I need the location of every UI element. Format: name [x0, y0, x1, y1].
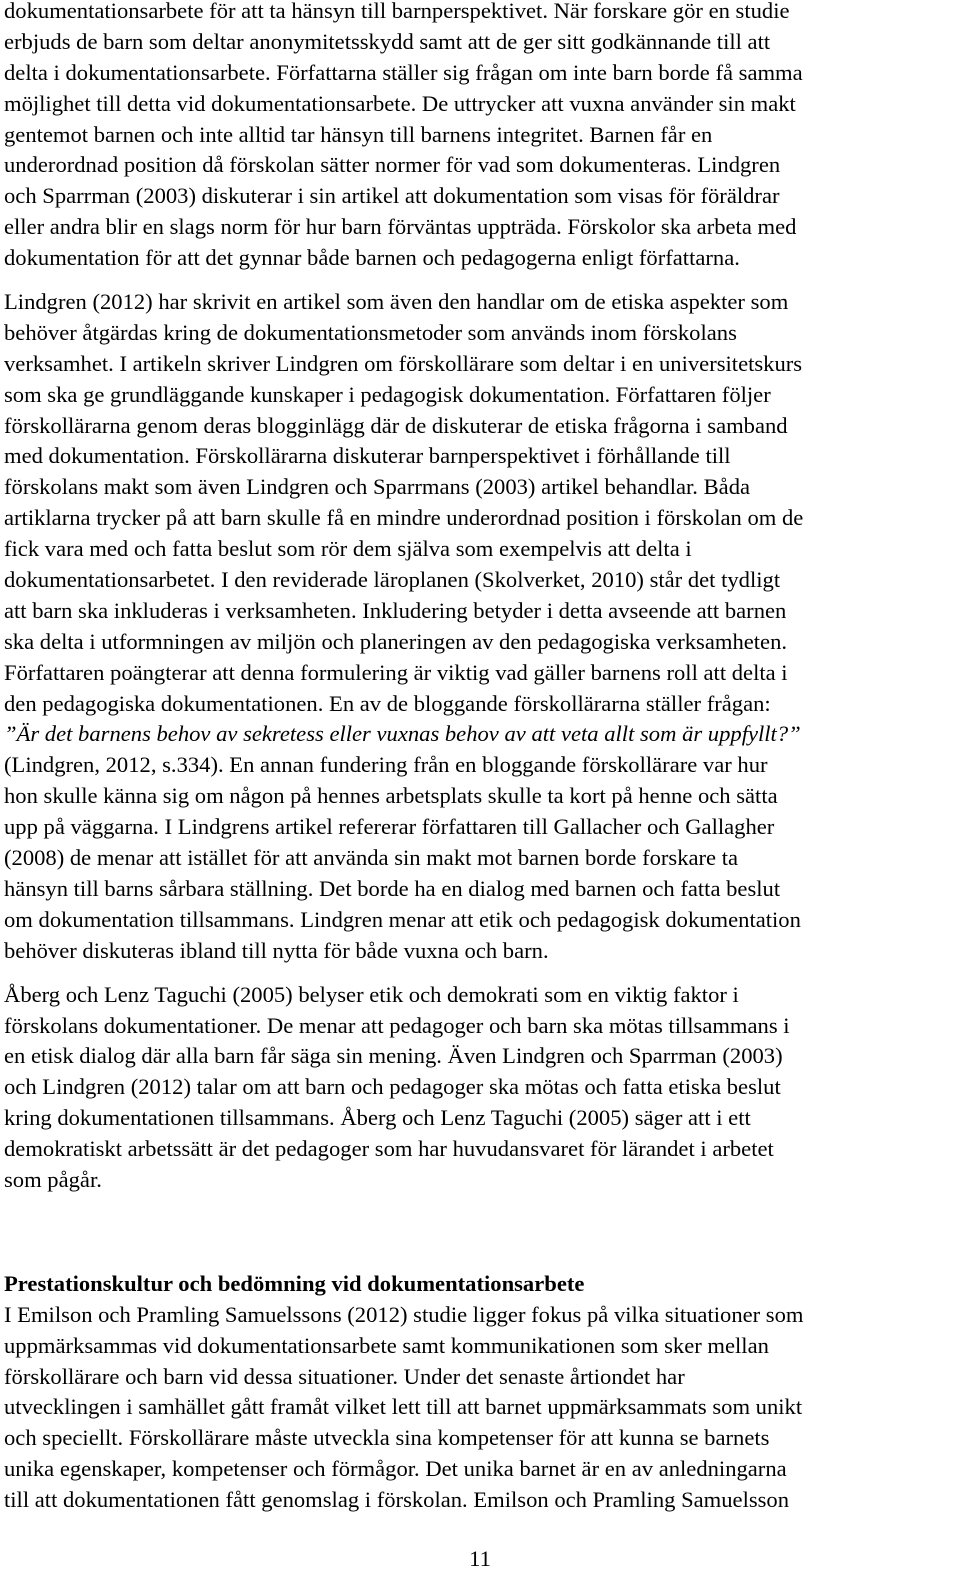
section-heading: Prestationskultur och bedömning vid dokumentationsarbete	[4, 1270, 585, 1296]
text-line: gentemot barnen och inte alltid tar hänsyn till barnens integritet. Barnen får en	[4, 121, 713, 147]
text-line: utvecklingen i samhället gått framåt vilket lett till att barnet uppmärksammats som unikt	[4, 1394, 803, 1420]
text-line: (Lindgren, 2012, s.334). En annan fundering från en bloggande förskollärare var hur	[4, 752, 768, 778]
text-line: en etisk dialog där alla barn får säga sin mening. Även Lindgren och Sparrman (2003)	[4, 1043, 783, 1069]
paragraph-2	[4, 287, 954, 967]
text-line: förskollärarna genom deras blogginlägg där de diskuterar de etiska frågorna i samband	[4, 412, 788, 438]
text-line: delta i dokumentationsarbete. Författarna ställer sig frågan om inte barn borde få samma	[4, 59, 803, 85]
text-line: och Sparrman (2003) diskuterar i sin artikel att dokumentation som visas för föräldrar	[4, 183, 780, 209]
text-line: unika egenskaper, kompetenser och förmågor. Det unika barnet är en av anledningarna	[4, 1456, 787, 1482]
text-line: underordnad position då förskolan sätter normer för vad som dokumenteras. Lindgren	[4, 152, 781, 178]
text-line: förskolans makt som även Lindgren och Sparrmans (2003) artikel behandlar. Båda	[4, 474, 751, 500]
text-line: Lindgren (2012) har skrivit en artikel som även den handlar om de etiska aspekter som	[4, 289, 789, 315]
text-line: ska delta i utformningen av miljön och planeringen av den pedagogiska verksamheten.	[4, 628, 788, 654]
text-line: uppmärksammas vid dokumentationsarbete samt kommunikationen som sker mellan	[4, 1332, 769, 1358]
text-line: Författaren poängterar att denna formulering är viktig vad gäller barnens roll att delta i	[4, 659, 788, 685]
paragraph-1	[4, 0, 954, 274]
text-line: behöver åtgärdas kring de dokumentationsmetoder som används inom förskolans	[4, 319, 737, 345]
block-quote: ”Är det barnens behov av sekretess eller vuxnas behov av att veta allt som är uppfyllt?”	[4, 721, 801, 747]
text-line: som pågår.	[4, 1166, 102, 1192]
text-line: dokumentationsarbetet. I den reviderade läroplanen (Skolverket, 2010) står det tydligt	[4, 567, 781, 593]
text-line: erbjuds de barn som deltar anonymitetsskydd samt att de ger sitt godkännande till att	[4, 28, 771, 54]
section-prestationskultur	[4, 1269, 954, 1516]
text-line: upp på väggarna. I Lindgrens artikel refererar författaren till Gallacher och Gallagher	[4, 814, 775, 840]
text-line: den pedagogiska dokumentationen. En av de bloggande förskollärarna ställer frågan:	[4, 690, 771, 716]
text-line: verksamhet. I artikeln skriver Lindgren om förskollärare som deltar i en universitetskurs	[4, 350, 803, 376]
text-line: att barn ska inkluderas i verksamheten. Inkludering betyder i detta avseende att barnen	[4, 597, 787, 623]
text-line: hon skulle känna sig om någon på hennes arbetsplats skulle ta kort på henne och sätta	[4, 783, 778, 809]
text-line: förskollärare och barn vid dessa situationer. Under det senaste årtiondet har	[4, 1363, 685, 1389]
text-line: dokumentation för att det gynnar både barnen och pedagogerna enligt författarna.	[4, 245, 740, 271]
text-line: förskolans dokumentationer. De menar att pedagoger och barn ska mötas tillsammans i	[4, 1012, 790, 1038]
text-line: om dokumentation tillsammans. Lindgren menar att etik och pedagogisk dokumentation	[4, 906, 801, 932]
text-line: kring dokumentationen tillsammans. Åberg och Lenz Taguchi (2005) säger att i ett	[4, 1105, 751, 1131]
page-number: 11	[469, 1546, 491, 1571]
paragraph-3	[4, 980, 954, 1196]
text-line: artiklarna trycker på att barn skulle få en mindre underordnad position i förskolan om de	[4, 505, 804, 531]
text-line: dokumentationsarbete för att ta hänsyn till barnperspektivet. När forskare gör en studie	[4, 0, 790, 23]
text-line: (2008) de menar att istället för att använda sin makt mot barnen borde forskare ta	[4, 845, 739, 871]
text-line: Åberg och Lenz Taguchi (2005) belyser etik och demokrati som en viktig faktor i	[4, 981, 739, 1007]
text-line: som ska ge grundläggande kunskaper i pedagogisk dokumentation. Författaren följer	[4, 381, 771, 407]
text-line: med dokumentation. Förskollärarna diskuterar barnperspektivet i förhållande till	[4, 443, 731, 469]
text-line: fick vara med och fatta beslut som rör dem själva som exempelvis att delta i	[4, 536, 692, 562]
text-line: I Emilson och Pramling Samuelssons (2012) studie ligger fokus på vilka situationer som	[4, 1301, 804, 1327]
text-line: demokratiskt arbetssätt är det pedagoger som har huvudansvaret för lärandet i arbetet	[4, 1136, 774, 1162]
text-line: till att dokumentationen fått genomslag i förskolan. Emilson och Pramling Samuelsson	[4, 1487, 790, 1513]
text-line: och speciellt. Förskollärare måste utveckla sina kompetenser för att kunna se barnets	[4, 1425, 770, 1451]
text-line: eller andra blir en slags norm för hur barn förväntas uppträda. Förskolor ska arbeta med	[4, 214, 797, 240]
document-page	[4, 0, 954, 1516]
text-line: behöver diskuteras ibland till nytta för både vuxna och barn.	[4, 937, 549, 963]
text-line: hänsyn till barns sårbara ställning. Det borde ha en dialog med barnen och fatta beslut	[4, 875, 781, 901]
text-line: och Lindgren (2012) talar om att barn och pedagoger ska mötas och fatta etiska beslut	[4, 1074, 781, 1100]
text-line: möjlighet till detta vid dokumentationsarbete. De uttrycker att vuxna använder sin makt	[4, 90, 796, 116]
